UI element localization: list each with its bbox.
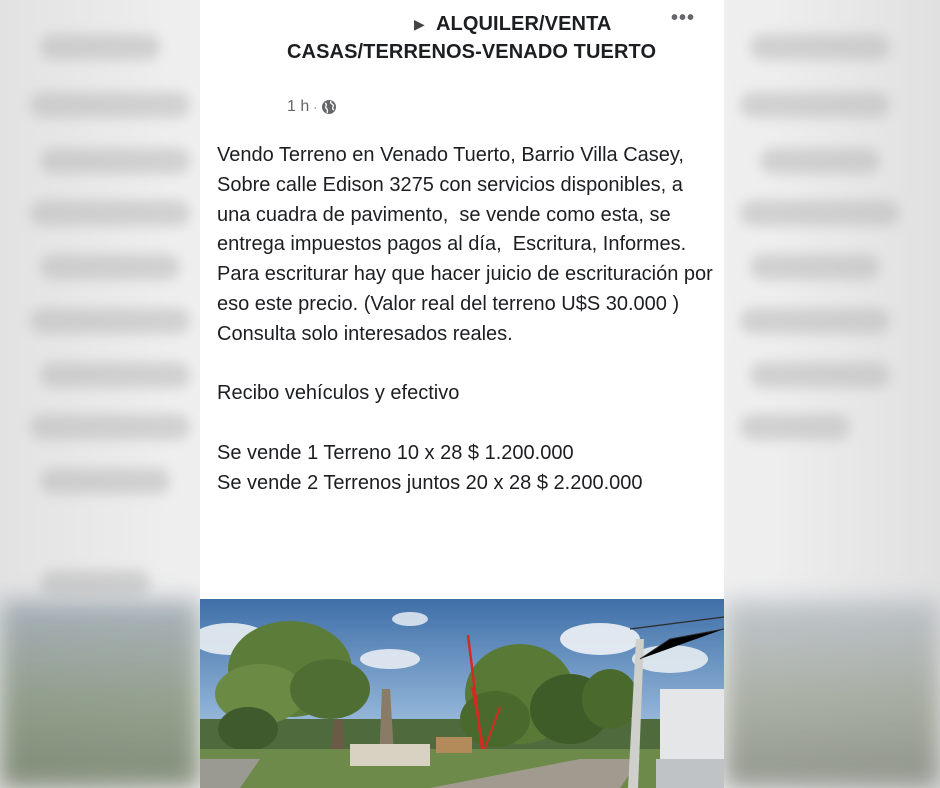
post-card bbox=[200, 0, 724, 788]
more-options-button[interactable]: ••• bbox=[670, 7, 695, 29]
post-paragraph-price-2: Se vende 2 Terrenos juntos 20 x 28 $ 2.200.000 bbox=[217, 471, 643, 494]
post-paragraph-payment: Recibo vehículos y efectivo bbox=[217, 382, 460, 405]
meta-separator: · bbox=[313, 100, 318, 114]
post-paragraph-deed-note: Para escriturar hay que hacer juicio de escrituración por eso este precio. (Valor real del terreno U$S 30.000 ) bbox=[217, 263, 719, 315]
group-name-line2: CASAS/TERRENOS-VENADO TUERTO bbox=[287, 41, 657, 63]
post-timestamp[interactable]: 1 h bbox=[287, 98, 310, 115]
group-name-link[interactable] bbox=[287, 10, 667, 66]
post-paragraph-contact-note: Consulta solo interesados reales. bbox=[217, 322, 513, 345]
globe-icon bbox=[321, 99, 337, 115]
post-header bbox=[200, 0, 724, 120]
post-meta bbox=[287, 96, 337, 118]
triangle-right-icon: ▶ bbox=[414, 16, 425, 32]
post-paragraph-description: Vendo Terreno en Venado Tuerto, Barrio Villa Casey, Sobre calle Edison 3275 con servicios disponibles, a una cuadra de pavimento, se vende como esta, se entrega impuestos pagos al día, Escritura, Informes. bbox=[217, 144, 690, 256]
post-photo[interactable] bbox=[200, 599, 724, 788]
paragraph-gap bbox=[217, 409, 717, 439]
post-text bbox=[217, 141, 717, 499]
paragraph-gap bbox=[217, 350, 717, 380]
group-name-line1: ALQUILER/VENTA bbox=[436, 13, 612, 35]
post-paragraph-price-1: Se vende 1 Terreno 10 x 28 $ 1.200.000 bbox=[217, 441, 574, 464]
